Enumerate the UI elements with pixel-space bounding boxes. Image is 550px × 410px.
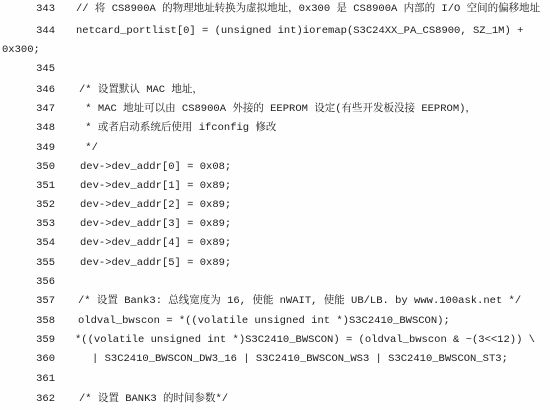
code-text: dev->dev_addr[4] = 0x89; xyxy=(80,237,232,249)
line-number: 358 xyxy=(36,315,55,327)
code-line xyxy=(0,62,550,77)
line-number: 353 xyxy=(36,218,55,230)
code-text: dev->dev_addr[1] = 0x89; xyxy=(80,180,232,192)
code-text: 0x300; xyxy=(2,44,40,56)
line-number: 344 xyxy=(36,25,55,37)
code-text: oldval_bwscon = *((volatile unsigned int *)S3C2410_BWSCON); xyxy=(78,315,450,327)
code-line xyxy=(0,275,550,290)
code-line xyxy=(0,83,550,98)
code-line xyxy=(0,121,550,136)
code-line xyxy=(0,24,550,39)
line-number: 348 xyxy=(36,122,55,134)
code-text: dev->dev_addr[2] = 0x89; xyxy=(80,199,232,211)
code-line-continuation xyxy=(0,43,550,58)
code-line xyxy=(0,333,550,348)
line-number: 357 xyxy=(36,295,55,307)
code-text: | S3C2410_BWSCON_DW3_16 | S3C2410_BWSCON_WS3 | S3C2410_BWSCON_ST3; xyxy=(92,353,508,365)
line-number: 361 xyxy=(36,373,55,385)
line-number: 354 xyxy=(36,237,55,249)
code-line xyxy=(0,217,550,232)
line-number: 360 xyxy=(36,353,55,365)
line-number: 345 xyxy=(36,63,55,75)
code-text: /* 设置 Bank3: 总线宽度为 16, 使能 nWAIT, 使能 UB/LB. by www.100ask.net */ xyxy=(78,295,522,307)
code-line xyxy=(0,2,550,17)
code-text: dev->dev_addr[3] = 0x89; xyxy=(80,218,232,230)
code-line xyxy=(0,294,550,309)
line-number: 351 xyxy=(36,180,55,192)
line-number: 347 xyxy=(36,103,55,115)
code-text: * MAC 地址可以由 CS8900A 外接的 EEPROM 设定(有些开发板没接 EEPROM)， xyxy=(79,103,476,115)
line-number: 350 xyxy=(36,161,55,173)
code-text: /* 设置默认 MAC 地址， xyxy=(79,84,203,96)
code-line xyxy=(0,372,550,387)
code-text: */ xyxy=(79,142,98,154)
code-line xyxy=(0,256,550,271)
line-number: 355 xyxy=(36,257,55,269)
code-text: * 或者启动系统后使用 ifconfig 修改 xyxy=(79,122,277,134)
line-number: 362 xyxy=(36,393,55,405)
line-number: 349 xyxy=(36,142,55,154)
line-number: 359 xyxy=(36,334,55,346)
code-line xyxy=(0,352,550,367)
line-number: 346 xyxy=(36,84,55,96)
code-text: /* 设置 BANK3 的时间参数*/ xyxy=(79,393,229,405)
line-number: 356 xyxy=(36,276,55,288)
code-line xyxy=(0,179,550,194)
code-line xyxy=(0,160,550,175)
code-line xyxy=(0,236,550,251)
code-line xyxy=(0,392,550,407)
code-line xyxy=(0,198,550,213)
code-text: netcard_portlist[0] = (unsigned int)ioremap(S3C24XX_PA_CS8900, SZ_1M) + xyxy=(76,25,524,37)
code-text: *((volatile unsigned int *)S3C2410_BWSCON) = (oldval_bwscon & ~(3<<12)) \ xyxy=(75,334,535,346)
code-line xyxy=(0,314,550,329)
code-text: dev->dev_addr[5] = 0x89; xyxy=(80,257,232,269)
line-number: 352 xyxy=(36,199,55,211)
code-line xyxy=(0,102,550,117)
code-text: dev->dev_addr[0] = 0x08; xyxy=(80,161,232,173)
code-line xyxy=(0,141,550,156)
line-number: 343 xyxy=(36,3,55,15)
code-text: // 将 CS8900A 的物理地址转换为虚拟地址，0x300 是 CS8900A 内部的 I/O 空间的偏移地址 xyxy=(76,3,541,15)
